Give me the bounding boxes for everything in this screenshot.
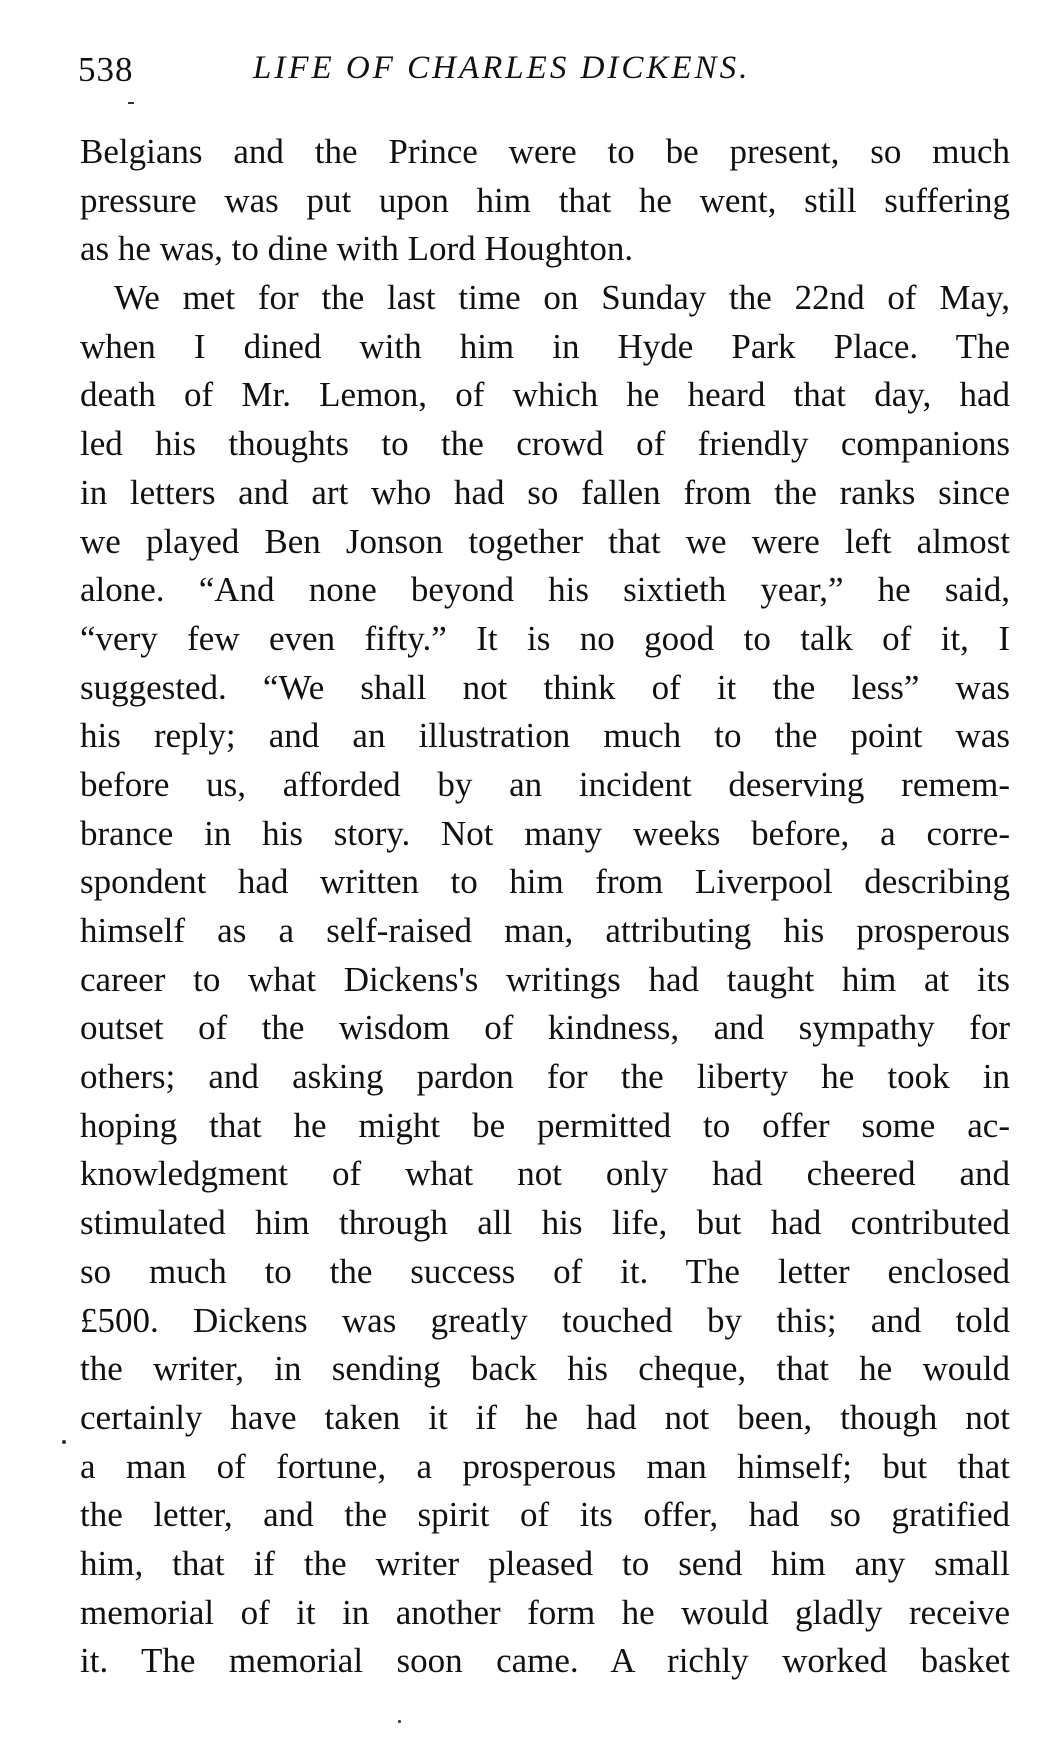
body-text [80,128,1010,1686]
text-line: a man of fortune, a prosperous man himself; but that [80,1446,1010,1486]
text-line: his reply; and an illustration much to the point was [80,716,1010,756]
text-line: pressure was put upon him that he went, still suffering [80,180,1010,220]
print-speck [128,102,134,104]
print-speck [398,1720,401,1723]
text-line: himself as a self-raised man, attributing his prosperous [80,911,1010,950]
text-line: the writer, in sending back his cheque, that he would [80,1349,1010,1389]
text-line: £500. Dickens was greatly touched by this; and told [80,1300,1010,1340]
page-number: 538 [78,50,134,89]
text-line: the letter, and the spirit of its offer, had so gratified [80,1495,1010,1535]
text-line: others; and asking pardon for the liberty he took in [80,1057,1010,1097]
text-line: We met for the last time on Sunday the 22nd of May, [114,278,1010,318]
text-line: him, that if the writer pleased to send him any small [80,1543,1010,1583]
text-line: brance in his story. Not many weeks before, a corre- [80,813,1010,853]
text-line: outset of the wisdom of kindness, and sympathy for [80,1008,1010,1048]
text-line: alone. “And none beyond his sixtieth year,” he said, [80,570,1010,610]
text-line: spondent had written to him from Liverpool describing [80,862,1010,902]
text-line: when I dined with him in Hyde Park Place. The [80,326,1010,366]
running-title: LIFE OF CHARLES DICKENS. [253,50,751,86]
text-line: led his thoughts to the crowd of friendly companions [80,424,1010,464]
text-line: hoping that he might be permitted to offer some ac- [80,1105,1010,1145]
text-line: it. The memorial soon came. A richly worked basket [80,1641,1010,1681]
text-line: before us, afforded by an incident deserving remem- [80,764,1010,804]
text-line: certainly have taken it if he had not been, though not [80,1397,1010,1437]
print-speck [62,1440,66,1444]
text-line: suggested. “We shall not think of it the less” was [80,667,1010,707]
text-line: as he was, to dine with Lord Houghton. [80,229,634,269]
text-line: so much to the success of it. The letter enclosed [80,1251,1010,1291]
text-line: career to what Dickens's writings had taught him at its [80,959,1010,999]
text-line: “very few even fifty.” It is no good to talk of it, I [80,618,1010,658]
page-header [78,44,1018,94]
text-line: in letters and art who had so fallen from the ranks since [80,472,1010,512]
text-line: we played Ben Jonson together that we were left almost [80,521,1010,561]
text-line: stimulated him through all his life, but had contributed [80,1203,1010,1243]
text-line: knowledgment of what not only had cheered and [80,1154,1010,1194]
text-line: memorial of it in another form he would gladly receive [80,1592,1010,1632]
text-line: Belgians and the Prince were to be present, so much [80,132,1010,171]
text-line: death of Mr. Lemon, of which he heard that day, had [80,375,1010,415]
